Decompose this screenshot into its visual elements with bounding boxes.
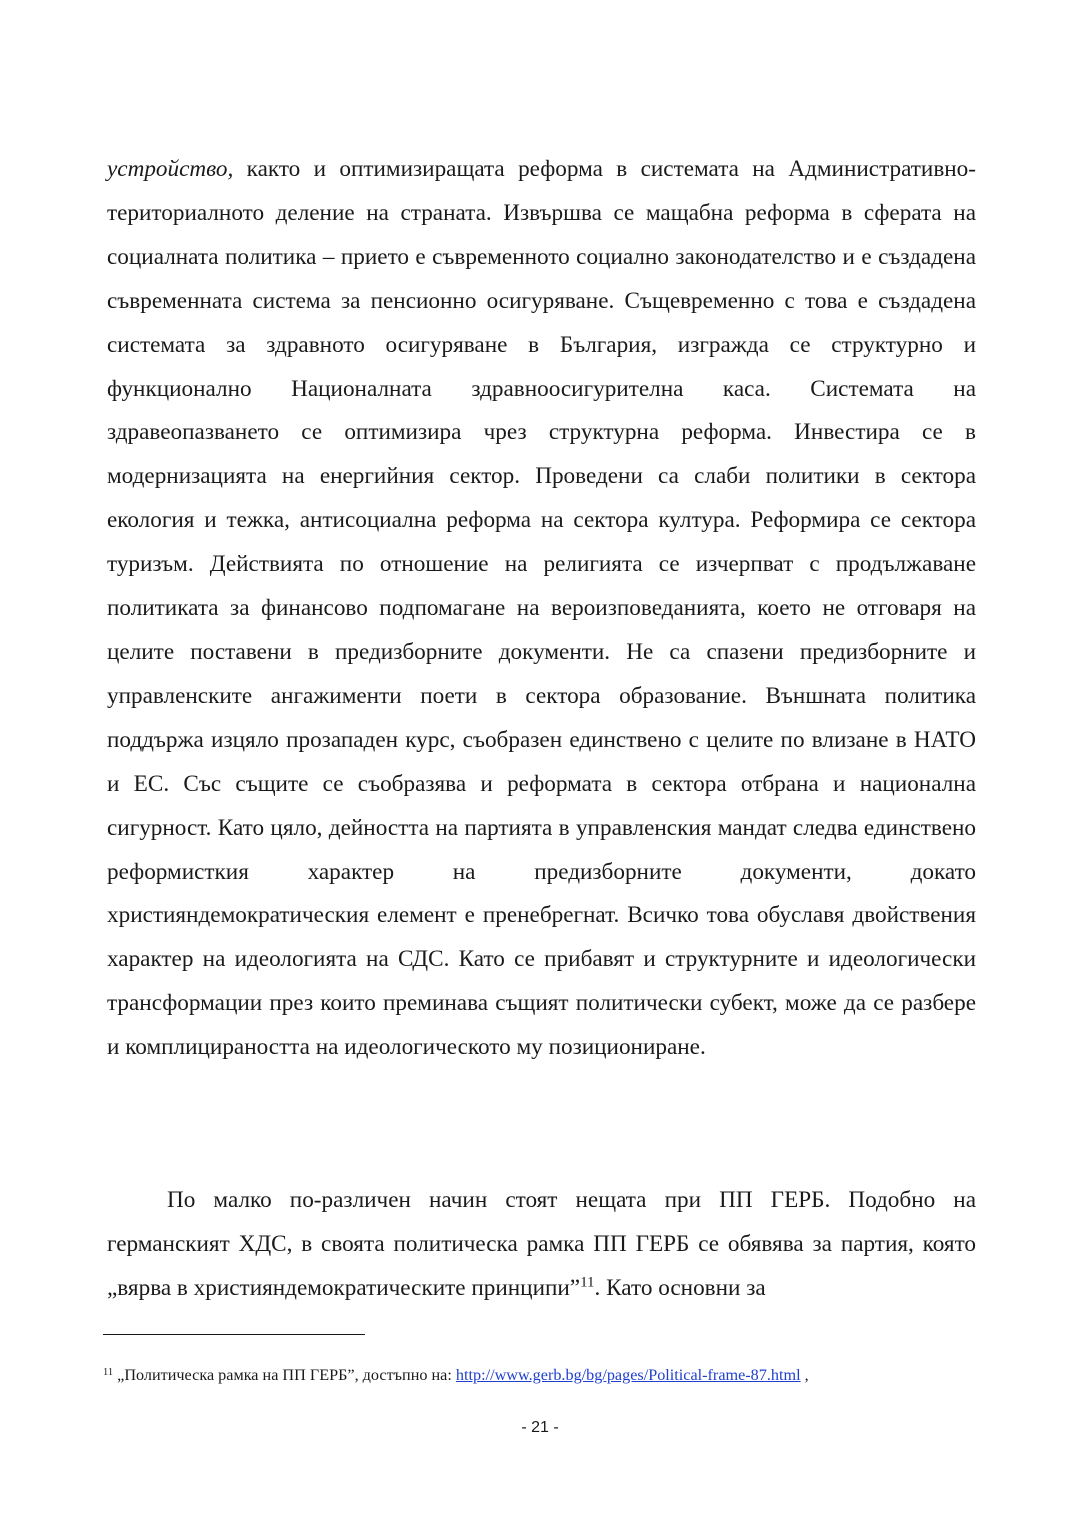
footnote-text: „Политическа рамка на ПП ГЕРБ”, достъпно на: <box>113 1366 456 1384</box>
paragraph-2-text: По малко по-различен начин стоят нещата при ПП ГЕРБ. Подобно на германският ХДС, в своята политическа рамка ПП ГЕРБ се обявява за партия, която „вярва в християндемократическите принципи” <box>107 1187 976 1301</box>
italic-lead-word: устройство, <box>107 156 234 182</box>
footnote <box>103 1365 983 1385</box>
body-paragraph-1 <box>107 148 976 1070</box>
footnote-reference[interactable]: 11 <box>580 1274 595 1291</box>
body-paragraph-2 <box>107 1179 976 1311</box>
footnote-number: 11 <box>103 1367 114 1378</box>
page-number: - 21 - <box>521 1419 559 1436</box>
footnote-trailing: , <box>800 1366 809 1384</box>
paragraph-2-text-end: . Като основни за <box>594 1274 766 1301</box>
footnote-link[interactable]: http://www.gerb.bg/bg/pages/Political-frame-87.html <box>455 1366 801 1384</box>
paragraph-1-text: както и оптимизиращата реформа в системата на Административно-териториалното деление на страната. Извършва се мащабна реформа в сферата на социалната политика – прието е съвременното социално законодателство и е създадена съвременната система за пенсионно осигуряване. Същевременно с това е създадена системата за здравното осигуряване в България, изгражда се структурно и функционално Националната здравноосигурителна каса. Системата на здравеопазването се оптимизира чрез структурна реформа. Инвестира се в модернизацията на енергийния сектор. Проведени са слаби политики в сектора екология и тежка, антисоциална реформа на сектора култура. Реформира се сектора туризъм. Действията по отношение на религията се изчерпват с продължаване политиката за финансово подпомагане на вероизповеданията, което не отговаря на целите поставени в предизборните документи. Не са спазени предизборните и управленските ангажименти поети в сектора образование. Външната политика поддържа изцяло прозападен курс, съобразен единствено с целите по влизане в НАТО и ЕС. Със същите се съобразява и реформата в сектора отбрана и национална сигурност. Като цяло, дейността на партията в управленския мандат следва единствено реформисткия характер на предизборните документи, докато християндемократическия елемент е пренебрегнат. Всичко това обуславя двойствения характер на идеологията на СДС. Като се прибавят и структурните и идеологически трансформации през които преминава същият политически субект, може да се разбере и комплицираността на идеологическото му позициониране. <box>107 156 976 1061</box>
footnote-separator <box>103 1334 365 1335</box>
